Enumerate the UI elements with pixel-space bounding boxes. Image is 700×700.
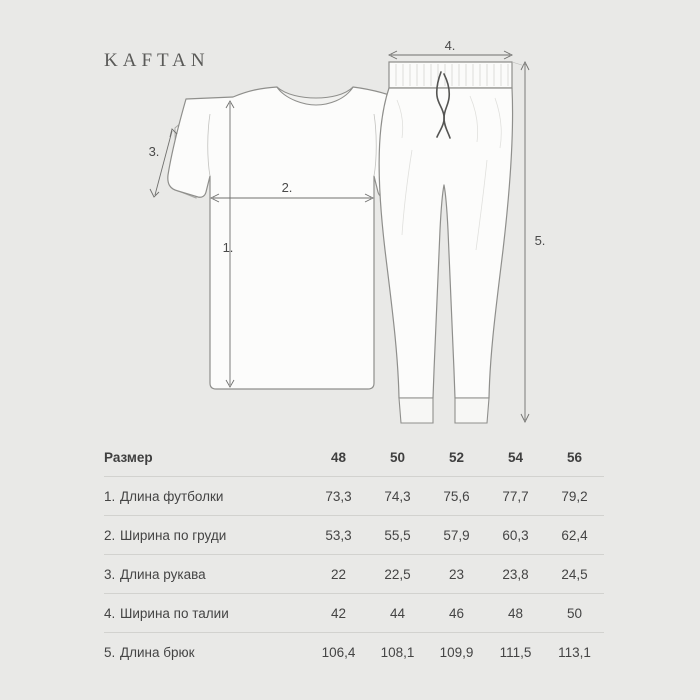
callout-1: 1.: [222, 240, 234, 255]
table-row: [104, 555, 604, 594]
callout-2: 2.: [281, 180, 293, 195]
table-header-row: [104, 438, 604, 477]
cell-value: 46: [427, 594, 486, 633]
row-label-cell: [104, 477, 309, 516]
row-label-cell: [104, 555, 309, 594]
cell-value: 57,9: [427, 516, 486, 555]
row-number: 5.: [104, 644, 116, 660]
tshirt-drawing: [168, 87, 416, 389]
cell-value: 55,5: [368, 516, 427, 555]
header-size-56: 56: [545, 438, 604, 477]
row-label: Длина брюк: [120, 644, 195, 660]
header-size-48: 48: [309, 438, 368, 477]
cell-value: 23,8: [486, 555, 545, 594]
table-row: [104, 516, 604, 555]
callout-3: 3.: [148, 144, 160, 159]
row-number: 4.: [104, 605, 116, 621]
row-label: Длина футболки: [120, 488, 224, 504]
brand-logo: KAFTAN: [104, 50, 210, 71]
cell-value: 106,4: [321, 644, 356, 660]
header-size-52: 52: [427, 438, 486, 477]
row-number: 1.: [104, 488, 116, 504]
table-row: [104, 477, 604, 516]
cell-value: 113,1: [558, 644, 591, 660]
row-label: Ширина по талии: [120, 605, 229, 621]
header-size-54: 54: [486, 438, 545, 477]
row-number: 3.: [104, 566, 116, 582]
callout-4: 4.: [444, 38, 456, 53]
row-number: 2.: [104, 527, 116, 543]
table-row: [104, 594, 604, 633]
row-label-cell: [104, 594, 309, 633]
cell-value: 48: [486, 594, 545, 633]
row-label-cell: [104, 516, 309, 555]
cell-value: 60,3: [486, 516, 545, 555]
cell-value: 22: [309, 555, 368, 594]
cell-value: 75,6: [427, 477, 486, 516]
cell-value: 23: [427, 555, 486, 594]
cell-value: 74,3: [368, 477, 427, 516]
cell-value: 22,5: [368, 555, 427, 594]
header-size-label: Размер: [104, 438, 309, 477]
cell-value: 53,3: [309, 516, 368, 555]
cell-value: 42: [309, 594, 368, 633]
cell-value: 109,9: [439, 644, 474, 660]
size-table: [104, 438, 604, 671]
size-table-container: [104, 438, 604, 671]
cell-value: 44: [368, 594, 427, 633]
row-label: Длина рукава: [120, 566, 206, 582]
cell-value: 77,7: [486, 477, 545, 516]
cell-value: 73,3: [309, 477, 368, 516]
cell-value: 50: [545, 594, 604, 633]
cell-value: 111,5: [499, 644, 532, 660]
cell-value: 62,4: [545, 516, 604, 555]
row-label-cell: [104, 633, 309, 672]
header-size-50: 50: [368, 438, 427, 477]
callout-5: 5.: [534, 233, 546, 248]
cell-value: 79,2: [545, 477, 604, 516]
row-label: Ширина по груди: [120, 527, 227, 543]
cell-value: 108,1: [380, 644, 415, 660]
pants-drawing: [379, 62, 512, 423]
cell-value: 24,5: [545, 555, 604, 594]
table-row: [104, 633, 604, 672]
